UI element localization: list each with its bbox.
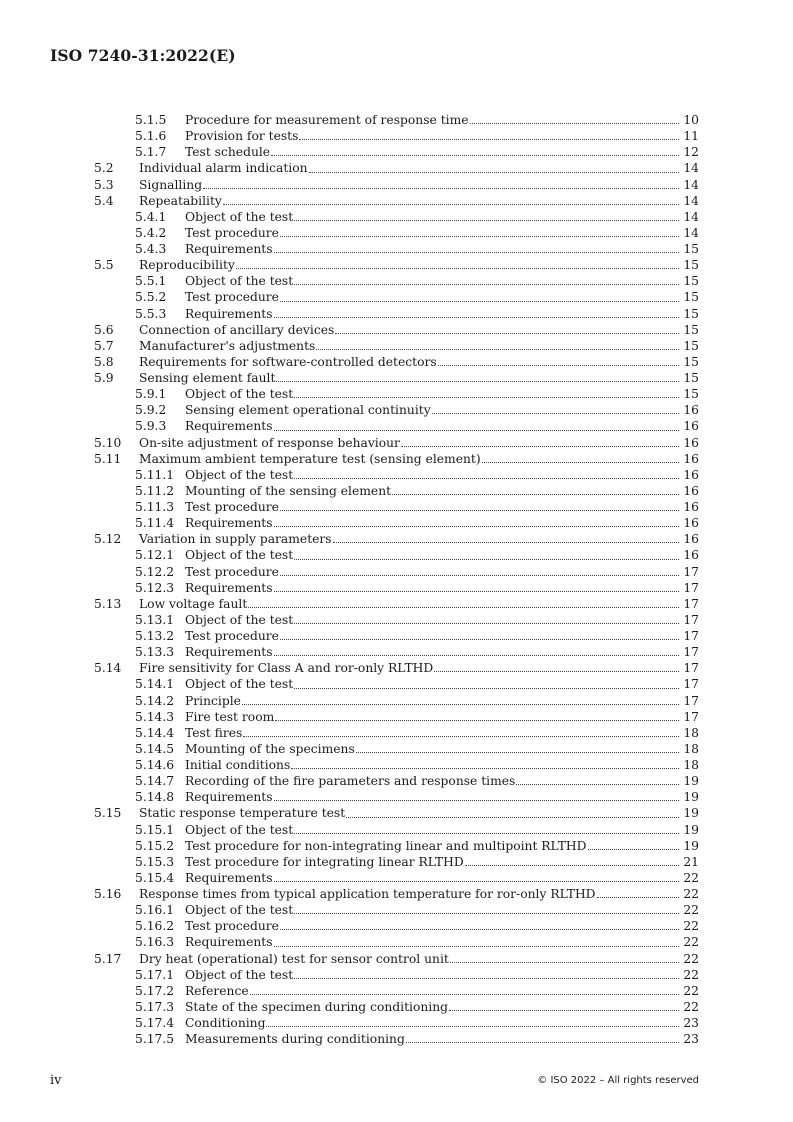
toc-dot-leader bbox=[271, 155, 679, 156]
toc-dot-leader bbox=[597, 897, 679, 898]
toc-entry-number: 5.17 bbox=[94, 951, 122, 966]
toc-entry[interactable] bbox=[94, 451, 699, 467]
toc-entry-number: 5.15 bbox=[94, 806, 122, 821]
toc-dot-leader bbox=[482, 462, 679, 463]
toc-entry-title[interactable]: Repeatability bbox=[139, 193, 222, 208]
toc-entry-title[interactable]: Procedure for measurement of response time bbox=[185, 113, 469, 127]
toc-entry-title[interactable]: Requirements for software-controlled detectors bbox=[139, 354, 437, 369]
toc-entry[interactable] bbox=[94, 547, 699, 563]
toc-entry-page: 15 bbox=[683, 242, 699, 256]
toc-entry-number: 5.10 bbox=[94, 435, 122, 450]
toc-entry-page: 10 bbox=[683, 113, 699, 127]
toc-entry-page: 17 bbox=[683, 661, 699, 676]
toc-entry-title[interactable]: Sensing element fault bbox=[139, 371, 276, 385]
toc-entry-number: 5.13.1 bbox=[135, 612, 175, 627]
toc-entry-page: 22 bbox=[683, 951, 699, 966]
toc-entry[interactable] bbox=[94, 660, 699, 676]
toc-entry[interactable] bbox=[94, 289, 699, 305]
toc-entry-title[interactable]: Requirements bbox=[185, 516, 273, 531]
toc-dot-leader bbox=[274, 655, 679, 656]
toc-entry-page: 17 bbox=[683, 709, 699, 724]
toc-dot-leader bbox=[203, 188, 679, 189]
toc-entry-number: 5.9.3 bbox=[135, 419, 167, 434]
toc-entry-title[interactable]: Variation in supply parameters bbox=[139, 532, 332, 547]
toc-entry-title[interactable]: Test procedure bbox=[185, 290, 279, 305]
toc-entry[interactable] bbox=[94, 564, 699, 580]
toc-dot-leader bbox=[280, 236, 679, 237]
toc-entry-page: 18 bbox=[683, 758, 699, 772]
toc-dot-leader bbox=[274, 430, 679, 431]
toc-entry[interactable] bbox=[94, 306, 699, 322]
toc-entry[interactable] bbox=[94, 322, 699, 338]
toc-entry[interactable] bbox=[94, 580, 699, 596]
toc-entry-page: 12 bbox=[683, 145, 699, 160]
toc-entry[interactable] bbox=[94, 499, 699, 515]
toc-entry-title[interactable]: Object of the test bbox=[185, 903, 294, 918]
toc-entry-number: 5.15.1 bbox=[135, 822, 175, 837]
toc-dot-leader bbox=[294, 559, 679, 560]
toc-dot-leader bbox=[280, 510, 679, 511]
toc-entry-page: 15 bbox=[683, 387, 699, 402]
toc-entry[interactable] bbox=[94, 934, 699, 950]
toc-entry[interactable] bbox=[94, 370, 699, 386]
toc-dot-leader bbox=[294, 220, 679, 221]
toc-entry-title[interactable]: Object of the test bbox=[185, 209, 294, 224]
toc-entry-title[interactable]: Test procedure bbox=[185, 629, 279, 643]
toc-entry-title[interactable]: Requirements bbox=[185, 870, 273, 885]
toc-dot-leader bbox=[401, 446, 679, 447]
toc-entry-number: 5.16 bbox=[94, 887, 122, 901]
page-number: iv bbox=[50, 1073, 62, 1088]
toc-entry-number: 5.12.1 bbox=[135, 548, 175, 563]
toc-entry-number: 5.12.2 bbox=[135, 564, 175, 579]
toc-entry[interactable] bbox=[94, 225, 699, 241]
toc-dot-leader bbox=[236, 268, 679, 269]
toc-dot-leader bbox=[432, 413, 679, 414]
toc-entry[interactable] bbox=[94, 902, 699, 918]
toc-entry[interactable] bbox=[94, 757, 699, 773]
toc-entry-page: 23 bbox=[683, 1016, 699, 1030]
toc-dot-leader bbox=[223, 204, 679, 205]
toc-entry-page: 19 bbox=[683, 822, 699, 837]
toc-entry-page: 14 bbox=[683, 193, 699, 208]
toc-entry-page: 16 bbox=[683, 435, 699, 450]
toc-entry-number: 5.15.3 bbox=[135, 854, 175, 869]
toc-entry-number: 5.4.2 bbox=[135, 225, 167, 240]
toc-entry-page: 14 bbox=[683, 209, 699, 224]
toc-entry[interactable] bbox=[94, 467, 699, 483]
toc-entry-page: 15 bbox=[683, 306, 699, 321]
toc-entry-number: 5.14.5 bbox=[135, 741, 175, 756]
toc-entry-number: 5.13.2 bbox=[135, 629, 175, 643]
toc-entry-number: 5.14.8 bbox=[135, 790, 175, 805]
toc-entry-title[interactable]: Requirements bbox=[185, 935, 273, 950]
toc-entry-title[interactable]: Test procedure for integrating linear RLTHD bbox=[185, 854, 464, 869]
toc-entry-page: 16 bbox=[683, 483, 699, 498]
toc-entry[interactable] bbox=[94, 257, 699, 273]
toc-entry-number: 5.1.7 bbox=[135, 145, 167, 160]
toc-entry[interactable] bbox=[94, 515, 699, 531]
toc-entry-title[interactable]: Requirements bbox=[185, 419, 273, 434]
toc-entry[interactable] bbox=[94, 918, 699, 934]
toc-dot-leader bbox=[516, 784, 679, 785]
toc-dot-leader bbox=[250, 994, 679, 995]
toc-entry-number: 5.16.1 bbox=[135, 903, 175, 918]
toc-entry[interactable] bbox=[94, 596, 699, 612]
toc-dot-leader bbox=[243, 736, 679, 737]
toc-dot-leader bbox=[280, 929, 679, 930]
toc-dot-leader bbox=[449, 1010, 679, 1011]
table-of-contents bbox=[94, 112, 699, 1047]
toc-entry-page: 14 bbox=[683, 225, 699, 240]
toc-dot-leader bbox=[280, 301, 679, 302]
toc-entry-number: 5.5 bbox=[94, 258, 114, 273]
toc-entry-number: 5.17.1 bbox=[135, 967, 175, 982]
toc-entry-page: 17 bbox=[683, 677, 699, 692]
toc-entry[interactable] bbox=[94, 435, 699, 451]
toc-entry-page: 18 bbox=[683, 741, 699, 756]
toc-entry-number: 5.14.6 bbox=[135, 758, 175, 772]
toc-entry-title[interactable]: State of the specimen during conditioning bbox=[185, 999, 449, 1014]
toc-entry-number: 5.11.1 bbox=[135, 467, 175, 482]
toc-entry-page: 16 bbox=[683, 548, 699, 563]
toc-entry-number: 5.16.3 bbox=[135, 935, 175, 950]
toc-entry[interactable] bbox=[94, 483, 699, 499]
toc-entry[interactable] bbox=[94, 241, 699, 257]
toc-dot-leader bbox=[294, 978, 679, 979]
toc-dot-leader bbox=[274, 252, 679, 253]
toc-entry-page: 15 bbox=[683, 258, 699, 273]
toc-dot-leader bbox=[242, 704, 679, 705]
toc-entry-page: 11 bbox=[683, 129, 699, 144]
toc-entry[interactable] bbox=[94, 644, 699, 660]
toc-entry-page: 15 bbox=[683, 338, 699, 353]
toc-entry-title[interactable]: Object of the test bbox=[185, 677, 294, 692]
toc-dot-leader bbox=[274, 317, 679, 318]
toc-entry-page: 22 bbox=[683, 903, 699, 918]
toc-entry[interactable] bbox=[94, 983, 699, 999]
toc-entry-page: 19 bbox=[683, 774, 699, 789]
toc-entry-title[interactable]: Mounting of the specimens bbox=[185, 741, 355, 756]
toc-entry[interactable] bbox=[94, 354, 699, 370]
toc-dot-leader bbox=[294, 478, 679, 479]
copyright-notice: © ISO 2022 – All rights reserved bbox=[537, 1075, 699, 1086]
toc-dot-leader bbox=[294, 688, 679, 689]
toc-entry-number: 5.13 bbox=[94, 596, 122, 611]
toc-entry[interactable] bbox=[94, 386, 699, 402]
toc-entry[interactable] bbox=[94, 112, 699, 128]
toc-entry-title[interactable]: Fire sensitivity for Class A and ror-only RLTHD bbox=[139, 661, 434, 676]
toc-entry-title[interactable]: Manufacturer's adjustments bbox=[139, 338, 316, 353]
toc-entry-number: 5.8 bbox=[94, 354, 114, 369]
toc-dot-leader bbox=[266, 1026, 679, 1027]
toc-dot-leader bbox=[294, 623, 679, 624]
toc-entry-number: 5.4.3 bbox=[135, 242, 167, 256]
toc-dot-leader bbox=[299, 139, 679, 140]
toc-entry-title[interactable]: Test procedure for non-integrating linear and multipoint RLTHD bbox=[185, 838, 587, 853]
toc-entry-title[interactable]: Static response temperature test bbox=[139, 806, 346, 821]
toc-entry-number: 5.14.4 bbox=[135, 725, 175, 740]
toc-entry-page: 19 bbox=[683, 838, 699, 853]
toc-entry-title[interactable]: Conditioning bbox=[185, 1016, 266, 1030]
toc-entry[interactable] bbox=[94, 273, 699, 289]
toc-entry-page: 17 bbox=[683, 580, 699, 595]
toc-dot-leader bbox=[294, 833, 679, 834]
toc-entry-page: 17 bbox=[683, 564, 699, 579]
toc-entry-page: 17 bbox=[683, 693, 699, 708]
toc-dot-leader bbox=[588, 849, 679, 850]
toc-dot-leader bbox=[333, 542, 679, 543]
toc-entry[interactable] bbox=[94, 531, 699, 547]
toc-entry[interactable] bbox=[94, 1015, 699, 1031]
toc-entry[interactable] bbox=[94, 418, 699, 434]
toc-entry-page: 15 bbox=[683, 354, 699, 369]
toc-entry-number: 5.12 bbox=[94, 532, 122, 547]
toc-entry-page: 23 bbox=[683, 1032, 699, 1047]
toc-entry[interactable] bbox=[94, 612, 699, 628]
toc-dot-leader bbox=[274, 800, 679, 801]
toc-entry-title[interactable]: Requirements bbox=[185, 790, 273, 805]
toc-entry[interactable] bbox=[94, 709, 699, 725]
toc-entry[interactable] bbox=[94, 402, 699, 418]
toc-entry-title[interactable]: Test procedure bbox=[185, 564, 279, 579]
toc-entry[interactable] bbox=[94, 676, 699, 692]
toc-entry-page: 16 bbox=[683, 467, 699, 482]
toc-entry[interactable] bbox=[94, 789, 699, 805]
toc-entry-title[interactable]: Recording of the fire parameters and response times bbox=[185, 774, 516, 789]
toc-entry[interactable] bbox=[94, 854, 699, 870]
toc-entry-number: 5.16.2 bbox=[135, 919, 175, 934]
toc-entry-title[interactable]: Object of the test bbox=[185, 967, 294, 982]
toc-entry-page: 22 bbox=[683, 870, 699, 885]
toc-entry[interactable] bbox=[94, 144, 699, 160]
toc-entry-title[interactable]: Response times from typical application temperature for ror-only RLTHD bbox=[139, 887, 596, 901]
toc-entry-page: 15 bbox=[683, 274, 699, 289]
toc-entry-title[interactable]: Object of the test bbox=[185, 387, 294, 402]
toc-entry-title[interactable]: Object of the test bbox=[185, 467, 294, 482]
toc-dot-leader bbox=[434, 671, 679, 672]
toc-entry-page: 16 bbox=[683, 419, 699, 434]
toc-entry-page: 15 bbox=[683, 290, 699, 305]
toc-entry-title[interactable]: Connection of ancillary devices bbox=[139, 322, 335, 337]
toc-entry-title[interactable]: Individual alarm indication bbox=[139, 161, 308, 176]
toc-entry[interactable] bbox=[94, 822, 699, 838]
toc-entry[interactable] bbox=[94, 725, 699, 741]
toc-dot-leader bbox=[309, 172, 679, 173]
toc-entry-title[interactable]: Test fires bbox=[185, 725, 243, 740]
toc-dot-leader bbox=[276, 381, 679, 382]
toc-dot-leader bbox=[470, 123, 679, 124]
toc-entry-number: 5.6 bbox=[94, 322, 114, 337]
toc-entry-number: 5.13.3 bbox=[135, 645, 175, 660]
toc-entry-page: 16 bbox=[683, 451, 699, 466]
toc-entry-number: 5.14 bbox=[94, 661, 122, 676]
toc-entry[interactable] bbox=[94, 951, 699, 967]
toc-dot-leader bbox=[335, 333, 679, 334]
toc-entry[interactable] bbox=[94, 805, 699, 821]
toc-entry-title[interactable]: Test schedule bbox=[185, 145, 271, 160]
toc-entry-page: 22 bbox=[683, 887, 699, 901]
toc-entry-title[interactable]: Dry heat (operational) test for sensor control unit bbox=[139, 951, 449, 966]
toc-entry-number: 5.9.2 bbox=[135, 403, 167, 418]
toc-entry-page: 22 bbox=[683, 967, 699, 982]
toc-entry-title[interactable]: Object of the test bbox=[185, 822, 294, 837]
toc-entry-title[interactable]: Reproducibility bbox=[139, 258, 235, 273]
toc-entry-number: 5.9.1 bbox=[135, 387, 167, 402]
toc-entry-number: 5.17.3 bbox=[135, 999, 175, 1014]
document-id-header: ISO 7240-31:2022(E) bbox=[50, 46, 236, 65]
toc-entry-number: 5.4.1 bbox=[135, 209, 167, 224]
toc-entry-number: 5.14.7 bbox=[135, 774, 175, 789]
toc-entry-title[interactable]: Object of the test bbox=[185, 612, 294, 627]
toc-entry-page: 19 bbox=[683, 790, 699, 805]
toc-entry-title[interactable]: Mounting of the sensing element bbox=[185, 483, 392, 498]
toc-entry[interactable] bbox=[94, 1031, 699, 1047]
toc-entry-page: 18 bbox=[683, 725, 699, 740]
toc-entry-title[interactable]: Test procedure bbox=[185, 225, 279, 240]
toc-entry-title[interactable]: Test procedure bbox=[185, 500, 279, 514]
toc-entry-title[interactable]: Sensing element operational continuity bbox=[185, 403, 431, 418]
toc-entry-page: 16 bbox=[683, 516, 699, 531]
toc-entry-number: 5.12.3 bbox=[135, 580, 175, 595]
toc-entry-title[interactable]: Principle bbox=[185, 693, 241, 708]
toc-entry-title[interactable]: Signalling bbox=[139, 177, 203, 192]
toc-entry-number: 5.5.3 bbox=[135, 306, 167, 321]
toc-dot-leader bbox=[465, 865, 679, 866]
toc-entry-title[interactable]: Requirements bbox=[185, 580, 273, 595]
toc-dot-leader bbox=[291, 768, 679, 769]
toc-entry-number: 5.11.2 bbox=[135, 483, 175, 498]
toc-dot-leader bbox=[274, 881, 679, 882]
toc-dot-leader bbox=[356, 752, 679, 753]
toc-dot-leader bbox=[346, 817, 679, 818]
toc-entry-title[interactable]: On-site adjustment of response behaviour bbox=[139, 435, 400, 450]
toc-entry-number: 5.1.5 bbox=[135, 113, 167, 127]
toc-dot-leader bbox=[294, 284, 679, 285]
toc-dot-leader bbox=[316, 349, 679, 350]
toc-entry-number: 5.3 bbox=[94, 177, 114, 192]
toc-entry-page: 21 bbox=[683, 854, 699, 869]
toc-dot-leader bbox=[275, 720, 679, 721]
toc-dot-leader bbox=[294, 397, 679, 398]
toc-entry[interactable] bbox=[94, 177, 699, 193]
toc-entry[interactable] bbox=[94, 160, 699, 176]
toc-entry[interactable] bbox=[94, 999, 699, 1015]
toc-entry-title[interactable]: Requirements bbox=[185, 306, 273, 321]
toc-entry-title[interactable]: Fire test room bbox=[185, 709, 275, 724]
toc-entry[interactable] bbox=[94, 741, 699, 757]
toc-dot-leader bbox=[392, 494, 679, 495]
toc-entry-page: 22 bbox=[683, 919, 699, 934]
toc-entry-number: 5.11.4 bbox=[135, 516, 175, 531]
toc-dot-leader bbox=[274, 526, 679, 527]
toc-entry-page: 17 bbox=[683, 596, 699, 611]
toc-entry-page: 22 bbox=[683, 983, 699, 998]
toc-entry-title[interactable]: Object of the test bbox=[185, 274, 294, 289]
toc-entry-title[interactable]: Maximum ambient temperature test (sensing element) bbox=[139, 451, 481, 466]
toc-entry[interactable] bbox=[94, 886, 699, 902]
toc-entry[interactable] bbox=[94, 773, 699, 789]
toc-entry-page: 16 bbox=[683, 532, 699, 547]
toc-entry-page: 17 bbox=[683, 645, 699, 660]
toc-entry-title[interactable]: Low voltage fault bbox=[139, 596, 248, 611]
toc-entry-page: 19 bbox=[683, 806, 699, 821]
toc-entry[interactable] bbox=[94, 693, 699, 709]
toc-entry-number: 5.2 bbox=[94, 161, 114, 176]
toc-entry-page: 14 bbox=[683, 177, 699, 192]
toc-dot-leader bbox=[248, 607, 679, 608]
toc-entry-title[interactable]: Reference bbox=[185, 983, 249, 998]
toc-entry-page: 16 bbox=[683, 403, 699, 418]
toc-entry-number: 5.1.6 bbox=[135, 129, 167, 144]
toc-entry[interactable] bbox=[94, 209, 699, 225]
toc-entry-page: 22 bbox=[683, 935, 699, 950]
toc-dot-leader bbox=[280, 575, 679, 576]
toc-entry-number: 5.5.1 bbox=[135, 274, 167, 289]
toc-entry-page: 15 bbox=[683, 322, 699, 337]
toc-dot-leader bbox=[450, 962, 679, 963]
toc-entry-title[interactable]: Test procedure bbox=[185, 919, 279, 934]
toc-entry-number: 5.14.2 bbox=[135, 693, 175, 708]
toc-dot-leader bbox=[274, 946, 679, 947]
toc-entry-number: 5.15.2 bbox=[135, 838, 175, 853]
toc-entry-title[interactable]: Object of the test bbox=[185, 548, 294, 563]
toc-entry-title[interactable]: Initial conditions bbox=[185, 758, 291, 772]
toc-entry[interactable] bbox=[94, 967, 699, 983]
toc-entry[interactable] bbox=[94, 628, 699, 644]
toc-entry[interactable] bbox=[94, 128, 699, 144]
toc-entry-page: 22 bbox=[683, 999, 699, 1014]
toc-entry-page: 15 bbox=[683, 371, 699, 385]
toc-dot-leader bbox=[294, 913, 679, 914]
toc-entry-number: 5.11 bbox=[94, 451, 122, 466]
toc-entry-number: 5.17.5 bbox=[135, 1032, 175, 1047]
toc-entry-number: 5.17.4 bbox=[135, 1016, 175, 1030]
toc-entry[interactable] bbox=[94, 870, 699, 886]
toc-entry-number: 5.9 bbox=[94, 371, 114, 385]
toc-entry-number: 5.17.2 bbox=[135, 983, 175, 998]
toc-entry-page: 14 bbox=[683, 161, 699, 176]
toc-entry-title[interactable]: Requirements bbox=[185, 645, 273, 660]
toc-entry-number: 5.4 bbox=[94, 193, 114, 208]
toc-entry-page: 17 bbox=[683, 629, 699, 643]
toc-entry-title[interactable]: Requirements bbox=[185, 242, 273, 256]
toc-entry-number: 5.14.3 bbox=[135, 709, 175, 724]
toc-dot-leader bbox=[280, 639, 679, 640]
toc-entry[interactable] bbox=[94, 338, 699, 354]
toc-entry-number: 5.5.2 bbox=[135, 290, 167, 305]
toc-dot-leader bbox=[406, 1042, 679, 1043]
toc-entry-number: 5.7 bbox=[94, 338, 114, 353]
toc-entry[interactable] bbox=[94, 193, 699, 209]
toc-dot-leader bbox=[274, 591, 679, 592]
toc-entry-number: 5.11.3 bbox=[135, 500, 175, 514]
toc-entry-title[interactable]: Provision for tests bbox=[185, 129, 299, 144]
toc-entry-page: 16 bbox=[683, 500, 699, 514]
toc-entry-title[interactable]: Measurements during conditioning bbox=[185, 1032, 405, 1047]
toc-entry-page: 17 bbox=[683, 612, 699, 627]
toc-entry-number: 5.14.1 bbox=[135, 677, 175, 692]
toc-dot-leader bbox=[438, 365, 679, 366]
toc-entry-number: 5.15.4 bbox=[135, 870, 175, 885]
toc-entry[interactable] bbox=[94, 838, 699, 854]
